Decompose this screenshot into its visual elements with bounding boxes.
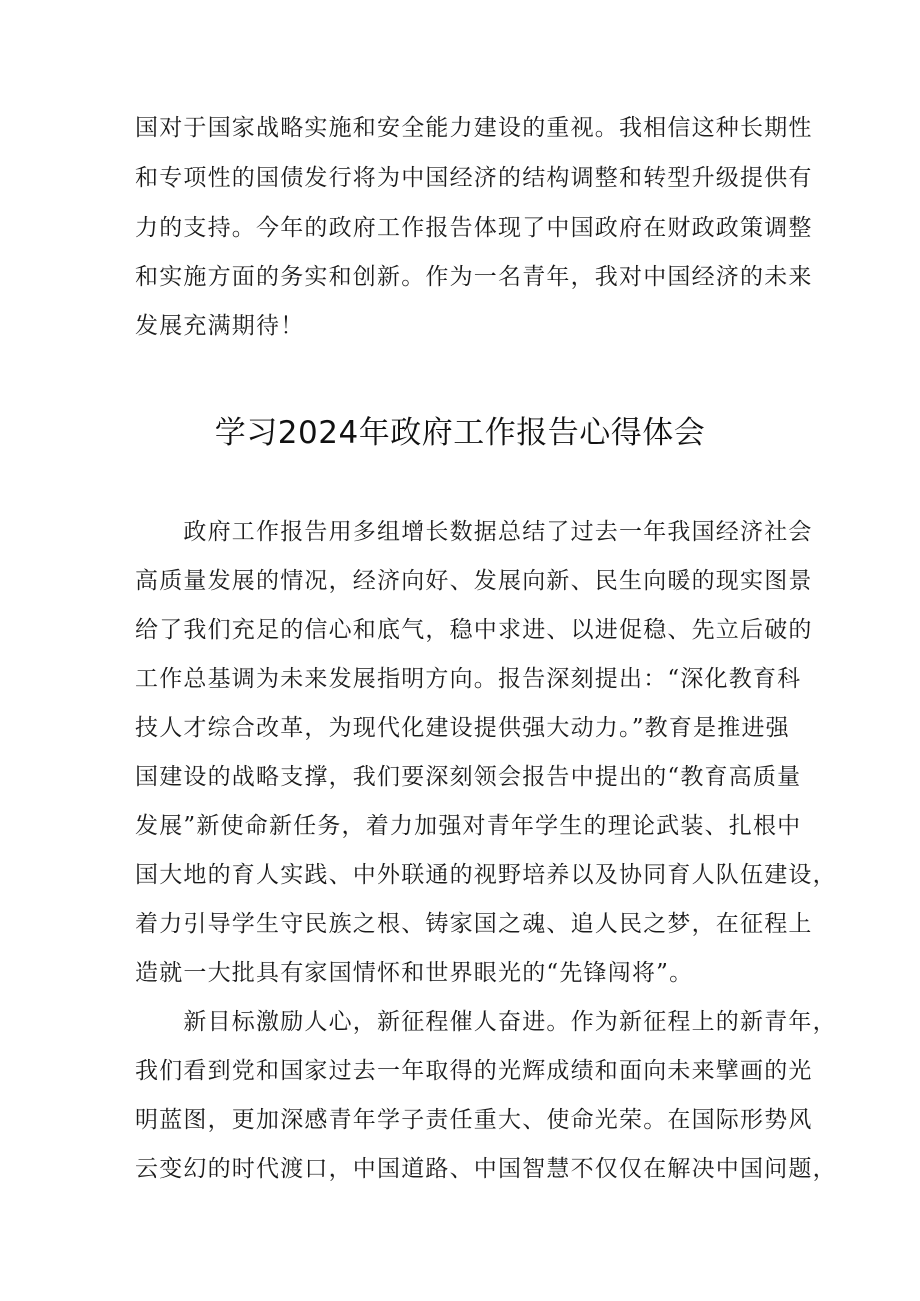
paragraph-line: 技人才综合改革，为现代化建设提供强大动力。”教育是推进强 — [135, 715, 790, 741]
paragraph-line: 政府工作报告用多组增长数据总结了过去一年我国经济社会 — [135, 519, 813, 545]
document-title: 学习2024年政府工作报告心得体会 — [214, 415, 706, 451]
paragraph-line: 给了我们充足的信心和底气，稳中求进、以进促稳、先立后破的 — [135, 617, 813, 643]
paragraph-line: 着力引导学生守民族之根、铸家国之魂、追人民之梦，在征程上 — [135, 911, 813, 937]
intro-line: 发展充满期待！ — [135, 313, 305, 339]
paragraph-line: 高质量发展的情况，经济向好、发展向新、民生向暖的现实图景 — [135, 568, 813, 594]
paragraph-line: 新目标激励人心，新征程催人奋进。作为新征程上的新青年， — [135, 1009, 837, 1035]
paragraph-line: 工作总基调为未来发展指明方向。报告深刻提出：“深化教育科 — [135, 666, 802, 692]
paragraph-line: 国大地的育人实践、中外联通的视野培养以及协同育人队伍建设， — [135, 862, 837, 888]
intro-line: 和专项性的国债发行将为中国经济的结构调整和转型升级提供有 — [135, 165, 813, 191]
intro-line: 和实施方面的务实和创新。作为一名青年，我对中国经济的未来 — [135, 264, 813, 290]
intro-line: 力的支持。今年的政府工作报告体现了中国政府在财政政策调整 — [135, 215, 813, 241]
paragraph-line: 我们看到党和国家过去一年取得的光辉成绩和面向未来擘画的光 — [135, 1058, 813, 1084]
paragraph-line: 明蓝图，更加深感青年学子责任重大、使命光荣。在国际形势风 — [135, 1107, 813, 1133]
paragraph-line: 国建设的战略支撑，我们要深刻领会报告中提出的“教育高质量 — [135, 764, 802, 790]
paragraph-line: 造就一大批具有家国情怀和世界眼光的“先锋闯将”。 — [135, 960, 694, 986]
intro-line: 国对于国家战略实施和安全能力建设的重视。我相信这种长期性 — [135, 115, 813, 141]
paragraph-line: 云变幻的时代渡口，中国道路、中国智慧不仅仅在解决中国问题， — [135, 1156, 837, 1182]
paragraph-line: 发展”新使命新任务，着力加强对青年学生的理论武装、扎根中 — [135, 813, 802, 839]
